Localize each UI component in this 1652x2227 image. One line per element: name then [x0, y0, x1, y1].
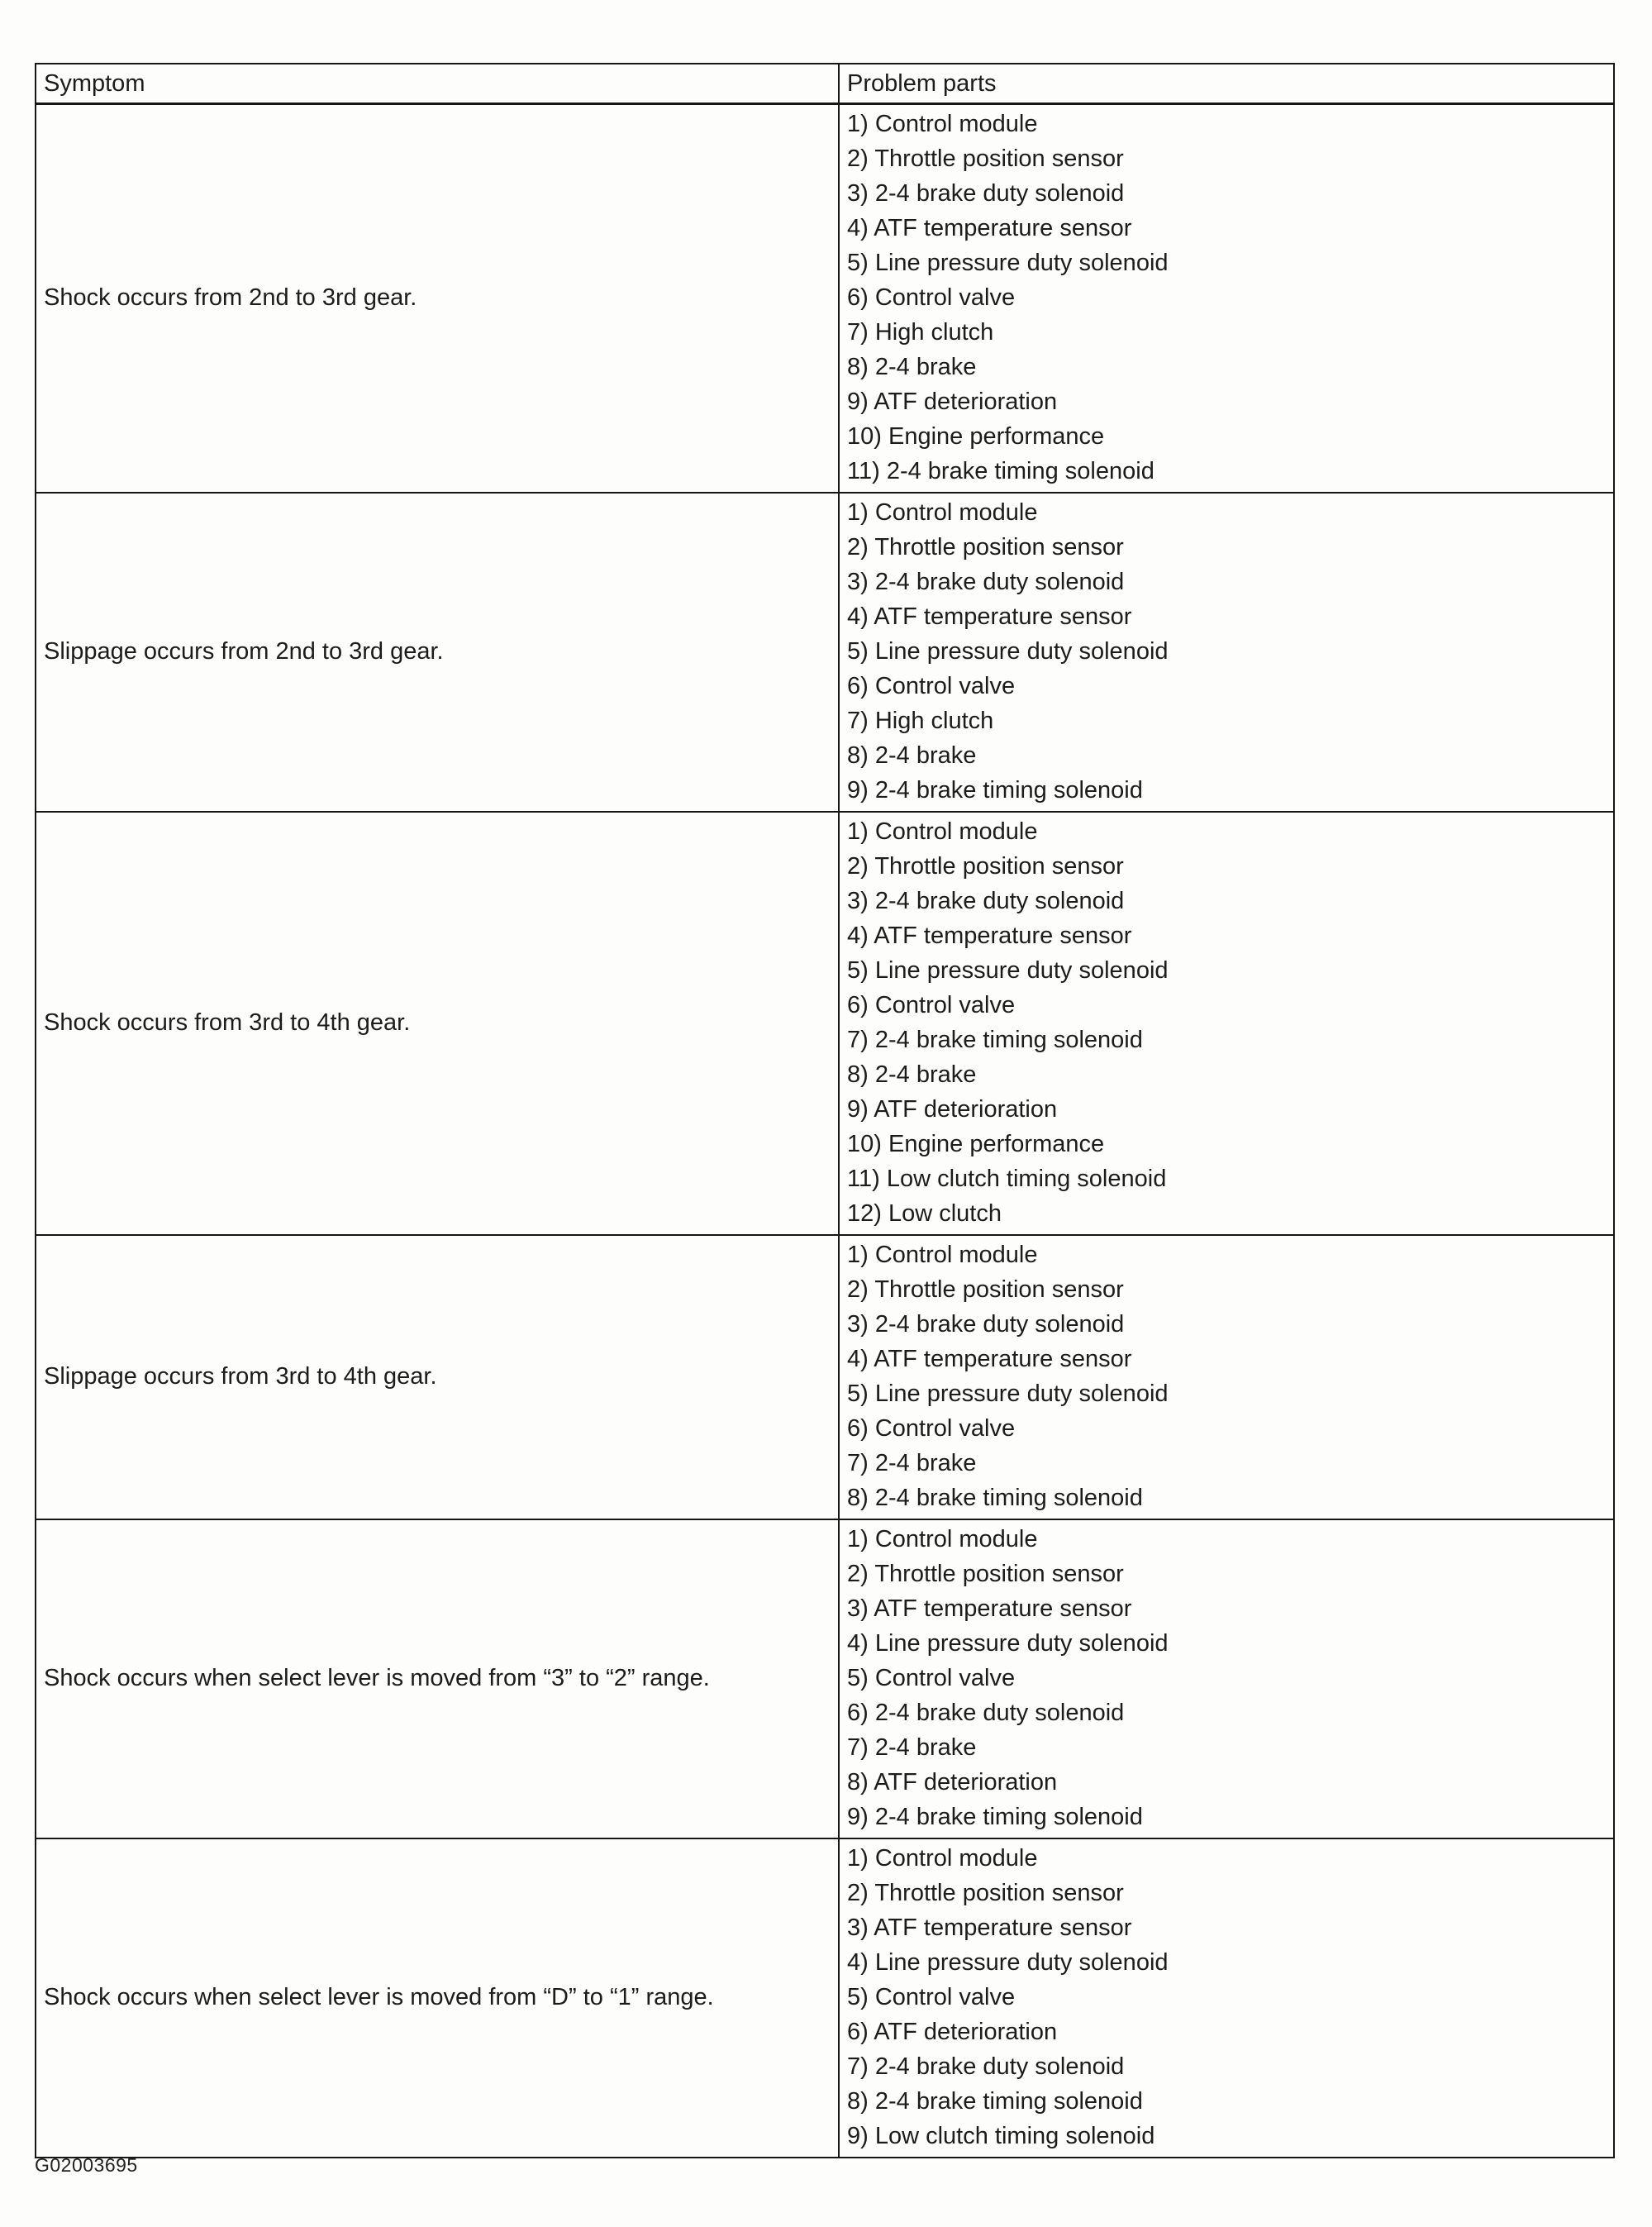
part-item: 4) Line pressure duty solenoid: [847, 1630, 1169, 1657]
part-item: 8) 2-4 brake: [847, 742, 977, 769]
part-item: 9) ATF deterioration: [847, 389, 1058, 415]
part-item: 3) ATF temperature sensor: [847, 1915, 1132, 1941]
part-item: 3) 2-4 brake duty solenoid: [847, 569, 1125, 595]
column-header-symptom: Symptom: [36, 64, 839, 104]
part-item: 5) Line pressure duty solenoid: [847, 250, 1169, 276]
part-item: 11) Low clutch timing solenoid: [847, 1166, 1167, 1192]
part-item: 9) 2-4 brake timing solenoid: [847, 1804, 1143, 1830]
part-item: 5) Line pressure duty solenoid: [847, 1381, 1169, 1407]
part-item: 12) Low clutch: [847, 1200, 1002, 1227]
parts-cell: [839, 1519, 1614, 1838]
part-item: 4) ATF temperature sensor: [847, 215, 1132, 241]
parts-cell: [839, 1235, 1614, 1519]
part-item: 1) Control module: [847, 499, 1038, 526]
part-item: 3) 2-4 brake duty solenoid: [847, 888, 1125, 914]
table-row: [36, 493, 1614, 812]
part-item: 3) ATF temperature sensor: [847, 1595, 1132, 1622]
parts-cell: [839, 104, 1614, 494]
symptom-text: Slippage occurs from 2nd to 3rd gear.: [44, 638, 444, 665]
symptom-cell: [36, 1519, 839, 1838]
part-item: 1) Control module: [847, 111, 1038, 137]
part-item: 5) Line pressure duty solenoid: [847, 638, 1169, 665]
parts-cell: [839, 1838, 1614, 2158]
part-item: 4) ATF temperature sensor: [847, 603, 1132, 630]
symptom-cell: [36, 1838, 839, 2158]
part-item: 3) 2-4 brake duty solenoid: [847, 180, 1125, 207]
diagnosis-table: [35, 63, 1615, 2158]
part-item: 7) 2-4 brake duty solenoid: [847, 2053, 1125, 2080]
part-item: 2) Throttle position sensor: [847, 1561, 1124, 1587]
header-row: [36, 64, 1614, 104]
symptom-text: Shock occurs from 3rd to 4th gear.: [44, 1009, 411, 1036]
part-item: 8) 2-4 brake timing solenoid: [847, 2088, 1143, 2115]
part-item: 4) ATF temperature sensor: [847, 923, 1132, 949]
parts-cell: [839, 812, 1614, 1235]
part-item: 2) Throttle position sensor: [847, 534, 1124, 560]
part-item: 6) Control valve: [847, 284, 1016, 311]
part-item: 10) Engine performance: [847, 1131, 1105, 1157]
part-item: 6) Control valve: [847, 992, 1016, 1018]
part-item: 6) 2-4 brake duty solenoid: [847, 1700, 1125, 1726]
part-item: 2) Throttle position sensor: [847, 1880, 1124, 1906]
symptom-cell: [36, 493, 839, 812]
table-row: [36, 104, 1614, 494]
symptom-text: Shock occurs when select lever is moved from “D” to “1” range.: [44, 1984, 714, 2010]
part-item: 1) Control module: [847, 818, 1038, 845]
part-item: 6) Control valve: [847, 673, 1016, 699]
part-item: 2) Throttle position sensor: [847, 145, 1124, 172]
table-row: [36, 1519, 1614, 1838]
part-item: 4) Line pressure duty solenoid: [847, 1949, 1169, 1976]
part-item: 3) 2-4 brake duty solenoid: [847, 1311, 1125, 1338]
symptom-text: Shock occurs from 2nd to 3rd gear.: [44, 284, 417, 311]
part-item: 4) ATF temperature sensor: [847, 1346, 1132, 1372]
part-item: 7) 2-4 brake: [847, 1450, 977, 1476]
part-item: 7) High clutch: [847, 319, 994, 346]
part-item: 5) Control valve: [847, 1984, 1016, 2010]
symptom-text: Slippage occurs from 3rd to 4th gear.: [44, 1363, 437, 1390]
part-item: 2) Throttle position sensor: [847, 1276, 1124, 1303]
symptom-cell: [36, 104, 839, 494]
symptom-cell: [36, 1235, 839, 1519]
part-item: 5) Line pressure duty solenoid: [847, 957, 1169, 984]
part-item: 7) High clutch: [847, 708, 994, 734]
part-item: 10) Engine performance: [847, 423, 1105, 450]
part-item: 1) Control module: [847, 1845, 1038, 1872]
part-item: 8) ATF deterioration: [847, 1769, 1058, 1795]
part-item: 8) 2-4 brake: [847, 354, 977, 380]
figure-id: G02003695: [35, 2154, 138, 2176]
table-row: [36, 812, 1614, 1235]
part-item: 1) Control module: [847, 1526, 1038, 1552]
table-row: [36, 1235, 1614, 1519]
symptom-text: Shock occurs when select lever is moved from “3” to “2” range.: [44, 1665, 710, 1691]
part-item: 7) 2-4 brake: [847, 1734, 977, 1761]
part-item: 11) 2-4 brake timing solenoid: [847, 458, 1154, 484]
part-item: 6) ATF deterioration: [847, 2019, 1058, 2045]
part-item: 1) Control module: [847, 1242, 1038, 1268]
part-item: 8) 2-4 brake: [847, 1061, 977, 1088]
parts-cell: [839, 493, 1614, 812]
table-row: [36, 1838, 1614, 2158]
part-item: 9) 2-4 brake timing solenoid: [847, 777, 1143, 804]
part-item: 9) Low clutch timing solenoid: [847, 2123, 1155, 2149]
part-item: 2) Throttle position sensor: [847, 853, 1124, 880]
part-item: 8) 2-4 brake timing solenoid: [847, 1485, 1143, 1511]
part-item: 9) ATF deterioration: [847, 1096, 1058, 1123]
part-item: 5) Control valve: [847, 1665, 1016, 1691]
column-header-problem-parts: Problem parts: [839, 64, 1614, 104]
part-item: 6) Control valve: [847, 1415, 1016, 1442]
part-item: 7) 2-4 brake timing solenoid: [847, 1027, 1143, 1053]
symptom-cell: [36, 812, 839, 1235]
